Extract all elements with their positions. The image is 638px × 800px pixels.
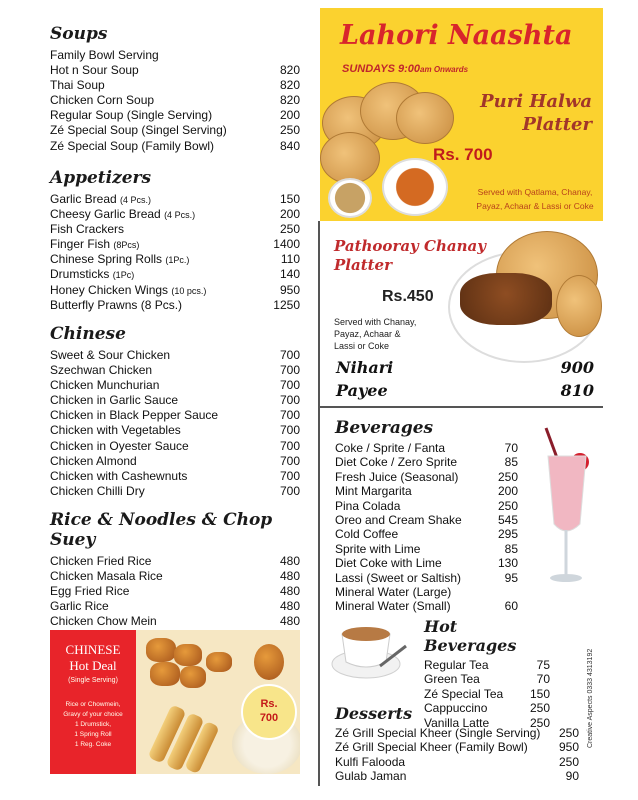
menu-item: Oreo and Cream Shake 545 <box>335 512 518 527</box>
menu-item: Vanilla Latte 250 <box>424 715 550 730</box>
menu-item: Chicken Chow Mein 480 <box>50 614 300 629</box>
menu-item: Payee 810 <box>336 381 594 400</box>
menu-item: Chicken Almond 700 <box>50 453 300 468</box>
left-menu-column <box>0 0 318 800</box>
mains-section <box>336 360 594 406</box>
menu-item: Diet Coke / Zero Sprite 85 <box>335 455 518 470</box>
menu-item: Fresh Juice (Seasonal) 250 <box>335 469 518 484</box>
pathooray-title: Pathooray Chanay Platter <box>334 237 486 274</box>
strawberry-shake-image <box>536 426 598 588</box>
menu-item: Chicken Fried Rice 480 <box>50 554 300 568</box>
section-title-soups: Soups <box>50 24 108 44</box>
menu-item: Egg Fried Rice 480 <box>50 584 300 599</box>
naashta-time: SUNDAYS 9:00am Onwards <box>342 63 469 75</box>
menu-item: Chicken Munchurian 700 <box>50 378 300 393</box>
menu-item: Nihari 900 <box>336 358 594 377</box>
hot-deal-price-badge: Rs. 700 <box>241 684 297 740</box>
menu-item: Lassi (Sweet or Saltish) 95 <box>335 570 518 585</box>
section-title-hot-beverages: Hot Beverages <box>424 617 517 655</box>
menu-item: Sprite with Lime 85 <box>335 541 518 556</box>
menu-item: Szechwan Chicken 700 <box>50 363 300 378</box>
chinese-section <box>50 324 300 500</box>
puri-halwa-served-with: Served with Qatlama, Chanay, Payaz, Achaar & Lassi or Coke <box>476 187 594 211</box>
menu-item: Finger Fish (8Pcs) 1400 <box>50 237 300 252</box>
menu-item: Hot n Sour Soup 820 <box>50 63 300 78</box>
menu-item: Gulab Jaman 90 <box>335 769 579 784</box>
menu-item: Chicken with Vegetables 700 <box>50 423 300 438</box>
pathooray-price: Rs.450 <box>382 288 434 305</box>
hot-deal-subtitle: (Single Serving) <box>68 677 118 684</box>
menu-item: Garlic Bread (4 Pcs.) 150 <box>50 192 300 206</box>
hot-deal-description: Rice or Chowmein, Gravy of your choice 1 Drumstick, 1 Spring Roll 1 Reg. Coke <box>63 701 123 748</box>
menu-item: Butterfly Prawns (8 Pcs.) 1250 <box>50 297 300 312</box>
menu-item: Zé Grill Special Kheer (Family Bowl) 950 <box>335 740 579 755</box>
chinese-hot-deal-banner <box>50 630 300 774</box>
section-divider <box>320 406 603 408</box>
menu-item: Zé Special Soup (Family Bowl) 840 <box>50 138 300 153</box>
soups-section <box>50 24 300 155</box>
menu-item: Garlic Rice 480 <box>50 599 300 614</box>
column-divider <box>318 221 320 786</box>
menu-item: Pina Colada 250 <box>335 498 518 513</box>
section-title-beverages: Beverages <box>335 418 434 438</box>
menu-item: Fish Crackers 250 <box>50 222 300 237</box>
menu-item: Chicken Corn Soup 820 <box>50 93 300 108</box>
menu-item: Family Bowl Serving <box>50 48 159 62</box>
menu-item: Kulfi Falooda 250 <box>335 754 579 769</box>
menu-item: Chicken Chilli Dry 700 <box>50 483 300 498</box>
menu-item: Chicken Masala Rice 480 <box>50 569 300 584</box>
lahori-naashta-banner <box>320 8 603 221</box>
desserts-section <box>335 701 579 785</box>
menu-item: Drumsticks (1Pc) 140 <box>50 267 300 282</box>
menu-item: Green Tea 70 <box>424 672 550 687</box>
menu-item: Regular Soup (Single Serving) 200 <box>50 108 300 123</box>
section-title-desserts: Desserts <box>335 704 413 723</box>
menu-item: Chicken in Black Pepper Sauce 700 <box>50 408 300 423</box>
menu-item: Zé Grill Special Kheer (Single Serving) 250 <box>335 726 579 740</box>
menu-item: Mineral Water (Small) 60 <box>335 599 518 614</box>
appetizers-section <box>50 168 300 314</box>
menu-item: Cheesy Garlic Bread (4 Pcs.) 200 <box>50 207 300 222</box>
designer-credit: Creative Aspects 0333 4313192 <box>587 648 594 748</box>
pathooray-served-with: Served with Chanay, Payaz, Achaar & Lassi or Coke <box>334 317 417 351</box>
coffee-cup-image <box>330 616 410 688</box>
pathooray-chanay-section <box>320 221 603 366</box>
menu-item: Cold Coffee 295 <box>335 527 518 542</box>
menu-item: Thai Soup 820 <box>50 78 300 93</box>
menu-item: Chicken in Garlic Sauce 700 <box>50 393 300 408</box>
puri-halwa-platter-title: Puri Halwa Platter <box>480 91 592 135</box>
hot-deal-title: CHINESE Hot Deal <box>65 642 121 673</box>
menu-item: Mint Margarita 200 <box>335 484 518 499</box>
menu-item: Chinese Spring Rolls (1Pc.) 110 <box>50 252 300 267</box>
hot-deal-food-image <box>136 630 300 774</box>
rice-noodles-section <box>50 510 300 649</box>
menu-item: Sweet & Sour Chicken 700 <box>50 348 300 362</box>
menu-item: Zé Special Tea 150 <box>424 686 550 701</box>
menu-item: Honey Chicken Wings (10 pcs.) 950 <box>50 282 300 297</box>
section-title-rice-noodles: Rice & Noodles & Chop Suey <box>50 510 273 550</box>
menu-item: Regular Tea 75 <box>424 658 550 672</box>
menu-item: Cappuccino 250 <box>424 701 550 716</box>
section-title-appetizers: Appetizers <box>50 168 152 188</box>
menu-item: Chicken with Cashewnuts 700 <box>50 468 300 483</box>
naashta-title: Lahori Naashta <box>340 20 573 51</box>
menu-item: Zé Special Soup (Singel Serving) 250 <box>50 123 300 138</box>
menu-item: Chicken in Oyester Sauce 700 <box>50 438 300 453</box>
beverages-section <box>335 418 518 615</box>
menu-item: Diet Coke with Lime 130 <box>335 556 518 571</box>
menu-item: Mineral Water (Large) <box>335 584 452 599</box>
puri-halwa-price: Rs. 700 <box>433 145 493 164</box>
menu-item: Coke / Sprite / Fanta 70 <box>335 441 518 455</box>
section-title-chinese: Chinese <box>50 324 126 344</box>
